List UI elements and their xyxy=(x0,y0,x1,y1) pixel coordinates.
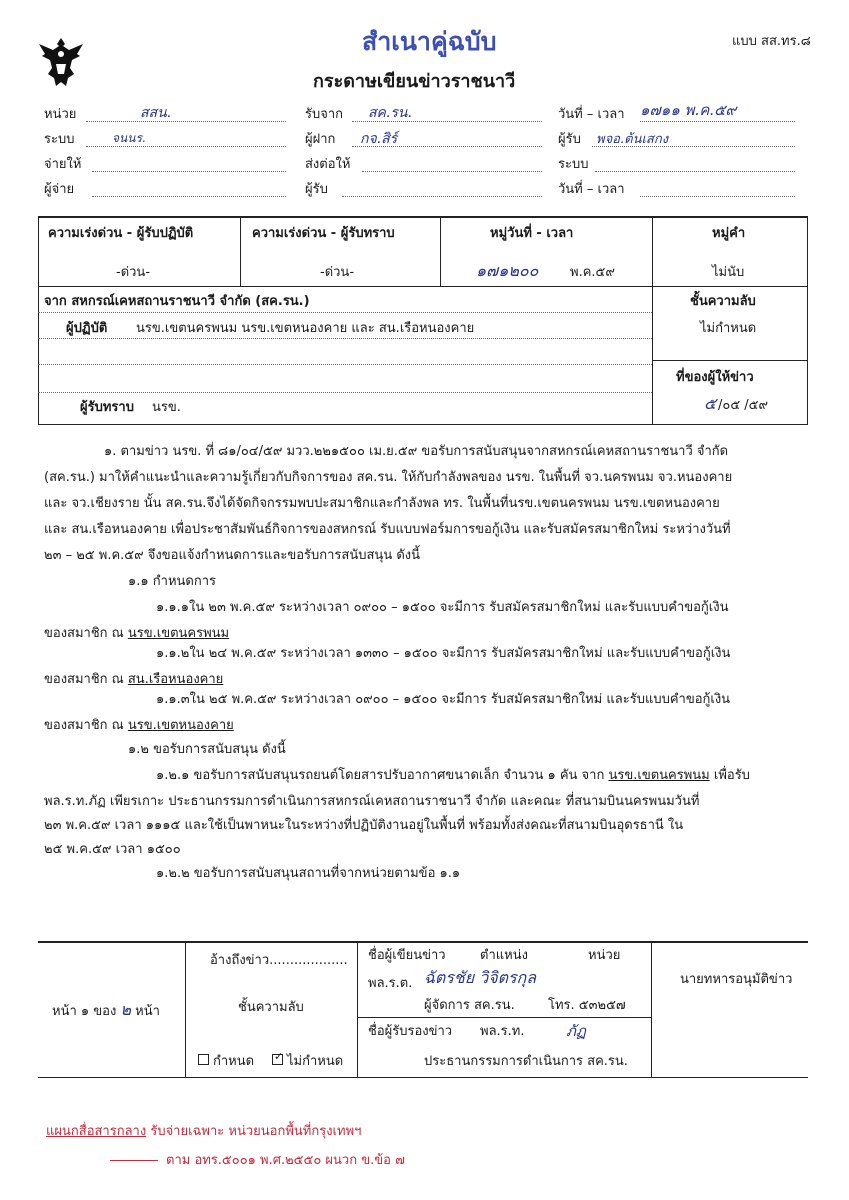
item-1-2-1-line4: ๒๕ พ.ค.๕๙ เวลา ๑๕๐๐ xyxy=(44,842,181,857)
system1-label: ระบบ xyxy=(44,132,75,147)
copy-stamp: สำเนาคู่ฉบับ xyxy=(362,27,497,56)
item-1-1-1-line2 xyxy=(44,626,229,642)
item-1-2-2: ๑.๒.๒ ขอรับการสนับสนุนสถานที่จากหน่วยตามข้อ ๑.๑ xyxy=(156,866,461,881)
option-unset-checkbox[interactable]: ✓ xyxy=(274,1050,284,1063)
depositor-value: กจ.สิร์ xyxy=(360,131,398,147)
option-set[interactable] xyxy=(198,1054,254,1070)
class-value: ไม่กำหนด xyxy=(700,321,757,336)
payer-label: ผู้จ่าย xyxy=(44,182,75,197)
ref-message: อ้างถึงข่าว................... xyxy=(210,953,348,968)
form-code: แบบ สส.ทร.๘ xyxy=(732,34,811,49)
action-value: นรข.เขตนครพนม นรข.เขตหนองคาย และ สน.เรือหนองคาย xyxy=(136,321,475,336)
dispatch-stamp-line2: ตาม อทร.๕๐๐๑ พ.ศ.๒๕๕๐ ผนวก ข.ข้อ ๗ xyxy=(166,1153,405,1168)
option-unset-label: ไม่กำหนด xyxy=(287,1054,344,1069)
page-prefix: หน้า ๑ ของ xyxy=(52,1004,121,1019)
writer-phone: โทร. ๕๓๒๕๗ xyxy=(548,998,626,1013)
received-from-label: รับจาก xyxy=(305,107,344,122)
page-title: กระดาษเขียนข่าวราชนาวี xyxy=(313,71,516,92)
section-1-2: ๑.๒ ขอรับการสนับสนุน ดังนี้ xyxy=(128,742,286,757)
system1-value: จนนร. xyxy=(112,131,146,145)
item-1-2-1-line1 xyxy=(156,768,750,784)
item-1-2-1-line3: ๒๓ พ.ค.๕๙ เวลา ๑๑๑๕ และใช้เป็นพาหนะในระหว่างที่ปฏิบัติงานอยู่ในพื้นที่ พร้อมทั้งส่งคณะที่สนามบินอุดรธานี ใน xyxy=(44,818,684,833)
item-1-2-1-unit: นรข.เขตนครพนม xyxy=(608,768,710,783)
writer-position: ผู้จัดการ สค.รน. xyxy=(424,998,515,1013)
item-1-1-3-line1: ๑.๑.๓ใน ๒๕ พ.ค.๕๙ ระหว่างเวลา ๐๙๐๐ – ๑๕๐๐ จะมีการ รับสมัครสมาชิกใหม่ และรับแบบคำขอกู้เงิน xyxy=(156,692,731,707)
datetime2-label: วันที่ – เวลา xyxy=(558,182,625,197)
item-1-1-3-prefix: ของสมาชิก ณ xyxy=(44,718,128,733)
approver-rank: พล.ร.ท. xyxy=(480,1024,525,1039)
header-datetime: หมู่วันที่ - เวลา xyxy=(490,226,574,241)
writer-label: ชื่อผู้เขียนข่าว xyxy=(368,948,446,963)
received-from-value: สค.รน. xyxy=(368,105,412,121)
unit-value: สสน. xyxy=(140,105,172,121)
approver-signature: ภัฏ xyxy=(566,1022,586,1040)
item-1-1-2-prefix: ของสมาชิก ณ xyxy=(44,672,128,687)
page-total: ๒ xyxy=(120,1000,131,1019)
item-1-1-1-line1: ๑.๑.๑ใน ๒๓ พ.ค.๕๙ ระหว่างเวลา ๐๙๐๐ – ๑๕๐๐ จะมีการ รับสมัครสมาชิกใหม่ และรับแบบคำขอกู้เงิน xyxy=(156,600,729,615)
item-1-1-3-line2 xyxy=(44,718,234,734)
para1-line5: ๒๓ – ๒๕ พ.ค.๕๙ จึงขอแจ้งกำหนดการและขอรับการสนับสนุน ดังนี้ xyxy=(44,548,421,563)
value-urgency-action: -ด่วน- xyxy=(116,265,151,280)
para1-line4: และ สน.เรือหนองคาย เพื่อประชาสัมพันธ์กิจการของสหกรณ์ รับแบบฟอร์มการขอกู้เงิน และรับสมัครสมาชิกใหม่ ระหว่างวันที่ xyxy=(44,522,731,537)
ref-label: ที่ของผู้ให้ข่าว xyxy=(676,370,754,385)
value-datetime-print: พ.ค.๕๙ xyxy=(570,265,615,280)
dispatch-stamp-line1 xyxy=(46,1124,361,1140)
ref-print: /๐๕ /๕๙ xyxy=(718,398,769,413)
unit-label: หน่วย xyxy=(44,107,77,122)
garuda-emblem xyxy=(36,34,86,90)
para1-line1: ๑. ตามข่าว นรข. ที่ ๘๑/๐๔/๕๙ มวว.๒๒๑๕๐๐ เม.ย.๕๙ ขอรับการสนับสนุนจากสหกรณ์เคหสถานราชนาวี จำกัด xyxy=(104,444,729,459)
header-urgency-info: ความเร่งด่วน - ผู้รับทราบ xyxy=(252,226,395,241)
section-1-1: ๑.๑ กำหนดการ xyxy=(128,574,216,589)
approver-position: ประธานกรรมการดำเนินการ สค.รน. xyxy=(424,1054,628,1069)
receiver2-label: ผู้รับ xyxy=(558,132,581,147)
dispatch-stamp-rule xyxy=(110,1160,158,1161)
datetime1-value: ๑๗๑๑ พ.ค.๕๙ xyxy=(640,101,737,119)
value-urgency-info: -ด่วน- xyxy=(320,265,355,280)
item-1-1-3-place: นรข.เขตหนองคาย xyxy=(127,718,234,733)
header-urgency-action: ความเร่งด่วน - ผู้รับปฏิบัติ xyxy=(48,226,194,241)
para1-line2: (สค.รน.) มาให้คำแนะนำและความรู้เกี่ยวกับกิจการของ สค.รน. ให้กับกำลังพลของ นรข. ในพื้นที่ จว.นครพนม จว.หนองคาย xyxy=(44,470,733,485)
ref-hand: ๕ xyxy=(704,394,717,413)
para1-line3: และ จว.เชียงราย นั้น สค.รน.จึงได้จัดกิจกรรมพบปะสมาชิกและกำลังพล ทร. ในพื้นที่นรข.เขตนครพนม นรข.เขตหนองคาย xyxy=(44,496,720,511)
info-value: นรข. xyxy=(152,400,181,415)
item-1-2-1-line2: พล.ร.ท.ภัฏ เพียรเกาะ ประธานกรรมการดำเนินการสหกรณ์เคหสถานราชนาวี จำกัด และคณะ ที่สนามบินนครพนมวันที่ xyxy=(44,794,700,809)
footer-class-label: ชั้นความลับ xyxy=(238,1000,304,1015)
item-1-1-1-place: นรข.เขตนครพนม xyxy=(127,626,230,641)
approver-label: ชื่อผู้รับรองข่าว xyxy=(368,1024,453,1039)
writer-rank: พล.ร.ต. xyxy=(368,976,413,991)
option-unset[interactable] xyxy=(272,1050,344,1070)
value-wordcount: ไม่นับ xyxy=(712,265,745,280)
datetime1-label: วันที่ – เวลา xyxy=(558,107,625,122)
pay-to-label: จ่ายให้ xyxy=(44,157,82,172)
receiver2-value: พจอ.ต้นเสกง xyxy=(596,132,669,147)
info-label: ผู้รับทราบ xyxy=(80,400,134,415)
position-label: ตำแหน่ง xyxy=(480,948,528,963)
from-line: จาก สหกรณ์เคหสถานราชนาวี จำกัด (สค.รน.) xyxy=(44,294,310,309)
dispatch-stamp-dept: แผนกสื่อสารกลาง xyxy=(46,1124,147,1139)
dispatch-stamp-scope: รับจ่ายเฉพาะ หน่วยนอกพื้นที่กรุงเทพฯ xyxy=(146,1124,362,1139)
option-set-label: กำหนด xyxy=(213,1054,255,1069)
option-set-checkbox[interactable] xyxy=(198,1054,209,1065)
writer-unit-label: หน่วย xyxy=(588,948,621,963)
value-datetime-hand: ๑๗๑๒๐๐ xyxy=(476,261,539,280)
system2-label: ระบบ xyxy=(558,157,589,172)
item-1-2-1-tail: เพื่อรับ xyxy=(709,768,750,783)
item-1-2-1-text: ๑.๒.๑ ขอรับการสนับสนุนรถยนต์โดยสารปรับอากาศขนาดเล็ก จำนวน ๑ คัน จาก xyxy=(156,768,609,783)
item-1-1-2-line1: ๑.๑.๒ใน ๒๔ พ.ค.๕๙ ระหว่างเวลา ๑๓๓๐ – ๑๕๐๐ จะมีการ รับสมัครสมาชิกใหม่ และรับแบบคำขอกู้เงิน xyxy=(156,646,731,661)
receiver1-label: ผู้รับ xyxy=(305,182,328,197)
depositor-label: ผู้ฝาก xyxy=(305,132,336,147)
forward-label: ส่งต่อให้ xyxy=(305,157,351,172)
page-indicator xyxy=(52,1002,160,1020)
action-label: ผู้ปฏิบัติ xyxy=(66,321,108,336)
approving-officer-label: นายทหารอนุมัติข่าว xyxy=(680,972,793,987)
class-label: ชั้นความลับ xyxy=(690,294,756,309)
writer-signature: ฉัตรชัย วิจิตรกุล xyxy=(424,968,537,987)
header-wordcount: หมู่คำ xyxy=(712,226,746,241)
item-1-1-2-place: สน.เรือหนองคาย xyxy=(127,672,224,687)
item-1-1-2-line2 xyxy=(44,672,223,688)
item-1-1-1-prefix: ของสมาชิก ณ xyxy=(44,626,128,641)
page-suffix: หน้า xyxy=(131,1004,160,1019)
